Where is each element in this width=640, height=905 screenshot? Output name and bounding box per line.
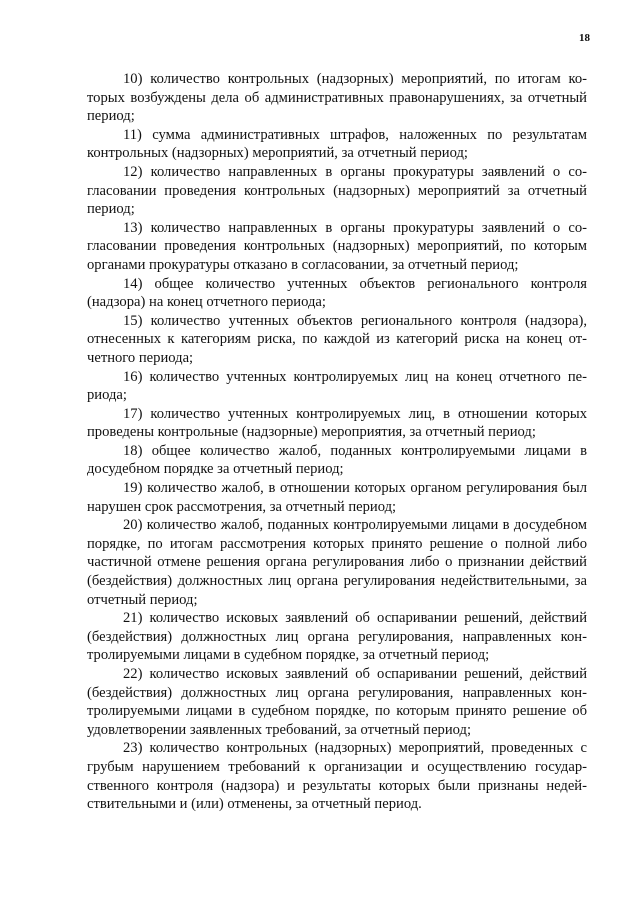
list-item-20: 20) количество жалоб, поданных контролируемыми лицами в досудебном порядке, по итогам рассмотрения которых принято решение о полной либо частичной отмене решения органа регулирования либо о признании действий (бездействия) должностных лиц органа регулирования недействительными, за отчетный период;	[87, 517, 587, 608]
document-body	[87, 70, 587, 814]
page-number: 18	[579, 32, 590, 44]
list-item-23: 23) количество контрольных (надзорных) мероприятий, проведенных с грубым нарушением требований к организации и осуществлению государственного контроля (надзора) и результаты которых были признаны недействительными и (или) отменены, за отчетный период.	[87, 740, 587, 813]
list-item-22: 22) количество исковых заявлений об оспаривании решений, действий (бездействия) должностных лиц органа регулирования, направленных контролируемыми лицами в судебном порядке, по которым принято решение об удовлетворении заявленных требований, за отчетный период;	[87, 666, 587, 738]
list-item-16: 16) количество учтенных контролируемых лиц на конец отчетного периода;	[87, 368, 587, 404]
list-item-21: 21) количество исковых заявлений об оспаривании решений, действий (бездействия) должностных лиц органа регулирования, направленных контролируемыми лицами в судебном порядке, за отчетный период;	[87, 610, 587, 664]
list-item-10: 10) количество контрольных (надзорных) мероприятий, по итогам которых возбуждены дела об административных правонарушениях, за отчетный период;	[87, 71, 587, 125]
list-item-18: 18) общее количество жалоб, поданных контролируемыми лицами в досудебном порядке за отчетный период;	[87, 442, 587, 478]
list-item-14: 14) общее количество учтенных объектов регионального контроля (надзора) на конец отчетного периода;	[87, 275, 587, 311]
list-item-13: 13) количество направленных в органы прокуратуры заявлений о согласовании проведения контрольных (надзорных) мероприятий, по которым органами прокуратуры отказано в согласовании, за отчетный период;	[87, 219, 587, 273]
list-item-17: 17) количество учтенных контролируемых лиц, в отношении которых проведены контрольные (надзорные) мероприятия, за отчетный период;	[87, 405, 587, 441]
list-item-11: 11) сумма административных штрафов, наложенных по результатам контрольных (надзорных) мероприятий, за отчетный период;	[87, 126, 587, 162]
list-item-19: 19) количество жалоб, в отношении которых органом регулирования был нарушен срок рассмотрения, за отчетный период;	[87, 480, 587, 515]
list-item-15: 15) количество учтенных объектов регионального контроля (надзора), отнесенных к категориям риска, по каждой из категорий риска на конец отчетного периода;	[87, 312, 587, 366]
list-item-12: 12) количество направленных в органы прокуратуры заявлений о согласовании проведения контрольных (надзорных) мероприятий за отчетный период;	[87, 163, 587, 218]
